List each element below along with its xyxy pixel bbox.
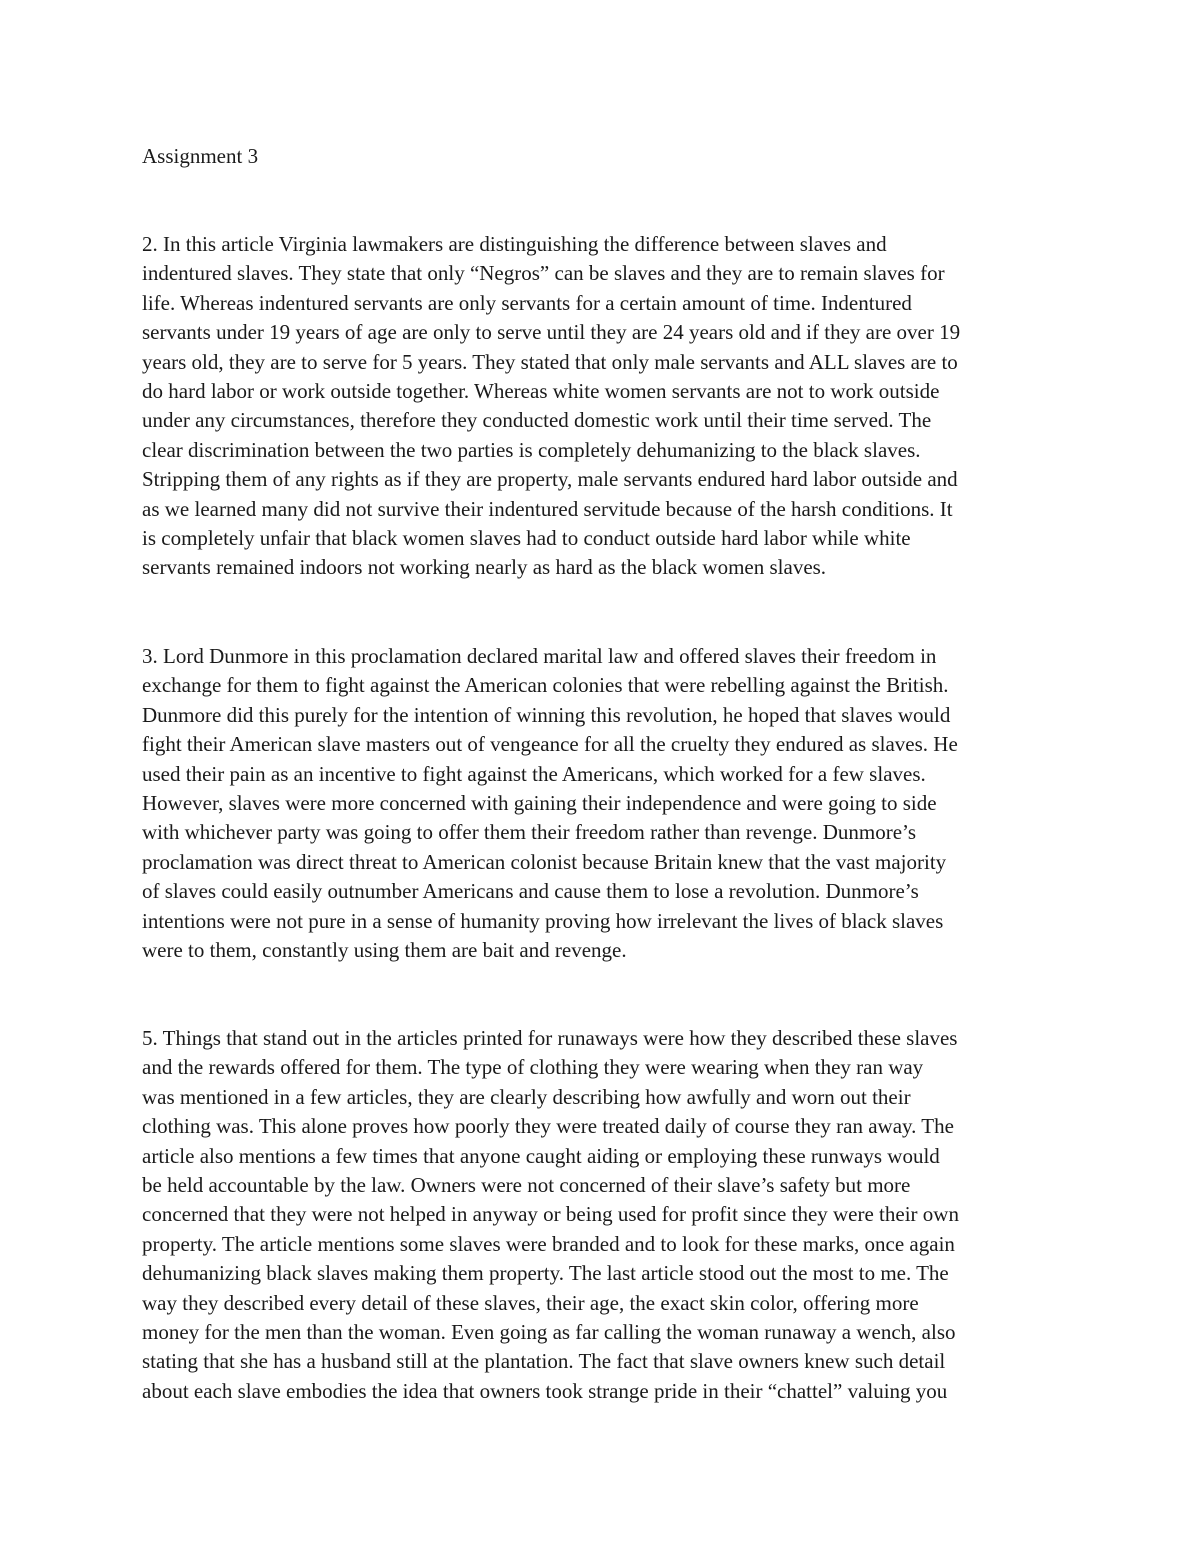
text-line: proclamation was direct threat to American colonist because Britain knew that the vast majority — [142, 849, 947, 874]
text-line: were to them, constantly using them are bait and revenge. — [142, 938, 627, 963]
text-line: do hard labor or work outside together. Whereas white women servants are not to work outside — [142, 379, 940, 404]
text-line: of slaves could easily outnumber Americans and cause them to lose a revolution. Dunmore’s — [142, 879, 919, 904]
paragraph-question-5 — [142, 1024, 1060, 1406]
text-line: 5. Things that stand out in the articles printed for runaways were how they described these slaves — [142, 1026, 958, 1050]
paragraph-question-2 — [142, 230, 1060, 583]
text-line: intentions were not pure in a sense of humanity proving how irrelevant the lives of black slaves — [142, 908, 944, 933]
text-line: clothing was. This alone proves how poorly they were treated daily of course they ran away. The — [142, 1114, 954, 1139]
text-line: way they described every detail of these slaves, their age, the exact skin color, offering more — [142, 1290, 919, 1315]
text-line: indentured slaves. They state that only “Negros” can be slaves and they are to remain slaves for — [142, 261, 945, 286]
text-line: under any circumstances, therefore they conducted domestic work until their time served. The — [142, 408, 932, 433]
text-line: concerned that they were not helped in anyway or being used for profit since they were their own — [142, 1202, 959, 1227]
text-line: be held accountable by the law. Owners were not concerned of their slave’s safety but more — [142, 1173, 911, 1198]
text-line: property. The article mentions some slaves were branded and to look for these marks, once again — [142, 1231, 955, 1256]
paragraph-question-3 — [142, 642, 1060, 965]
text-line: However, slaves were more concerned with gaining their independence and were going to side — [142, 791, 937, 816]
text-line: Stripping them of any rights as if they are property, male servants endured hard labor outside and — [142, 467, 958, 492]
text-line: years old, they are to serve for 5 years. They stated that only male servants and ALL slaves are to — [142, 349, 958, 374]
text-line: servants under 19 years of age are only to serve until they are 24 years old and if they are over 19 — [142, 320, 961, 345]
document-title: Assignment 3 — [142, 144, 259, 168]
text-line: 2. In this article Virginia lawmakers are distinguishing the difference between slaves and — [142, 232, 887, 256]
text-line: fight their American slave masters out of vengeance for all the cruelty they endured as slaves. He — [142, 732, 958, 757]
text-line: as we learned many did not survive their indentured servitude because of the harsh conditions. It — [142, 496, 953, 521]
text-line: used their pain as an incentive to fight against the Americans, which worked for a few slaves. — [142, 761, 926, 786]
text-line: is completely unfair that black women slaves had to conduct outside hard labor while white — [142, 526, 911, 551]
text-line: stating that she has a husband still at the plantation. The fact that slave owners knew such detail — [142, 1349, 946, 1374]
text-line: life. Whereas indentured servants are only servants for a certain amount of time. Indentured — [142, 290, 912, 315]
text-line: and the rewards offered for them. The type of clothing they were wearing when they ran way — [142, 1055, 924, 1080]
text-line: servants remained indoors not working nearly as hard as the black women slaves. — [142, 555, 827, 580]
text-line: clear discrimination between the two parties is completely dehumanizing to the black slaves. — [142, 437, 921, 462]
text-line: money for the men than the woman. Even going as far calling the woman runaway a wench, also — [142, 1320, 956, 1345]
text-line: was mentioned in a few articles, they are clearly describing how awfully and worn out their — [142, 1084, 911, 1109]
text-line: exchange for them to fight against the American colonies that were rebelling against the British. — [142, 673, 949, 698]
text-line: about each slave embodies the idea that owners took strange pride in their “chattel” valuing you — [142, 1378, 948, 1403]
text-line: dehumanizing black slaves making them property. The last article stood out the most to me. The — [142, 1261, 949, 1286]
text-line: with whichever party was going to offer them their freedom rather than revenge. Dunmore’s — [142, 820, 917, 845]
text-line: Dunmore did this purely for the intention of winning this revolution, he hoped that slaves would — [142, 702, 951, 727]
text-line: article also mentions a few times that anyone caught aiding or employing these runways would — [142, 1143, 940, 1168]
text-line: 3. Lord Dunmore in this proclamation declared marital law and offered slaves their freedom in — [142, 644, 937, 668]
